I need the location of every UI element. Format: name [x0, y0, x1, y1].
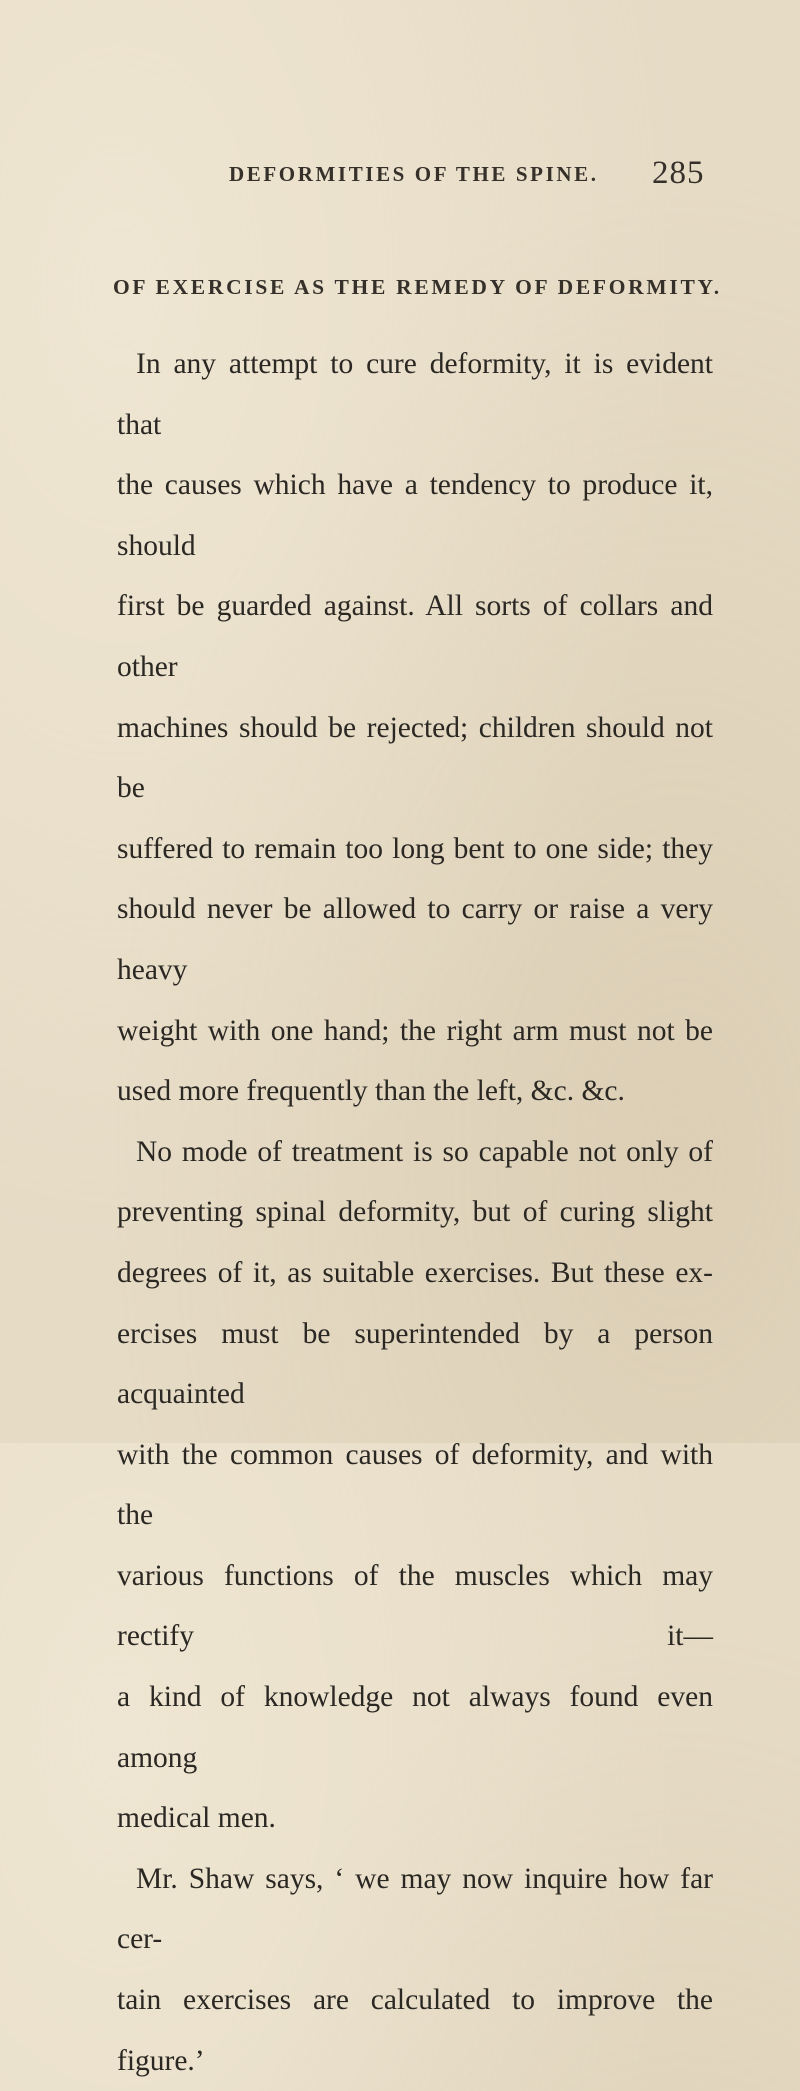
- running-title: DEFORMITIES OF THE SPINE.: [229, 162, 599, 186]
- text-line: machines should be rejected; children should not be: [117, 711, 713, 805]
- text-line: used more frequently than the left, &c. &c.: [117, 1075, 625, 1108]
- text-line: degrees of it, as suitable exercises. But these ex-: [117, 1256, 713, 1289]
- text-line: suffered to remain too long bent to one side; they: [117, 832, 713, 865]
- text-line: preventing spinal deformity, but of curing slight: [117, 1196, 713, 1229]
- paragraph: [117, 334, 713, 1122]
- paragraph: [117, 1122, 713, 1849]
- text-line: first be guarded against. All sorts of collars and other: [117, 590, 713, 683]
- text-line: various functions of the muscles which may rectify it—: [117, 1559, 713, 1653]
- text-line: with the common causes of deformity, and with the: [117, 1438, 713, 1532]
- text-line: a kind of knowledge not always found even among: [117, 1681, 713, 1774]
- section-heading: OF EXERCISE AS THE REMEDY OF DEFORMITY.: [113, 275, 722, 299]
- text-line: In any attempt to cure deformity, it is evident that: [117, 348, 713, 441]
- paragraph: [117, 1849, 713, 2091]
- text-line: should never be allowed to carry or raise a very heavy: [117, 893, 713, 986]
- page-number: 285: [652, 155, 705, 191]
- text-line: tain exercises are calculated to improve the figure.’: [117, 1984, 713, 2077]
- text-line: No mode of treatment is so capable not only of: [136, 1135, 713, 1168]
- text-line: ercises must be superintended by a person acquainted: [117, 1317, 713, 1411]
- running-head: [0, 155, 800, 198]
- text-line: the causes which have a tendency to produce it, should: [117, 469, 713, 562]
- body-text: [117, 334, 713, 2091]
- text-line: Mr. Shaw says, ‘ we may now inquire how far cer-: [117, 1862, 713, 1956]
- text-line: medical men.: [117, 1802, 276, 1835]
- text-line: weight with one hand; the right arm must not be: [117, 1014, 713, 1047]
